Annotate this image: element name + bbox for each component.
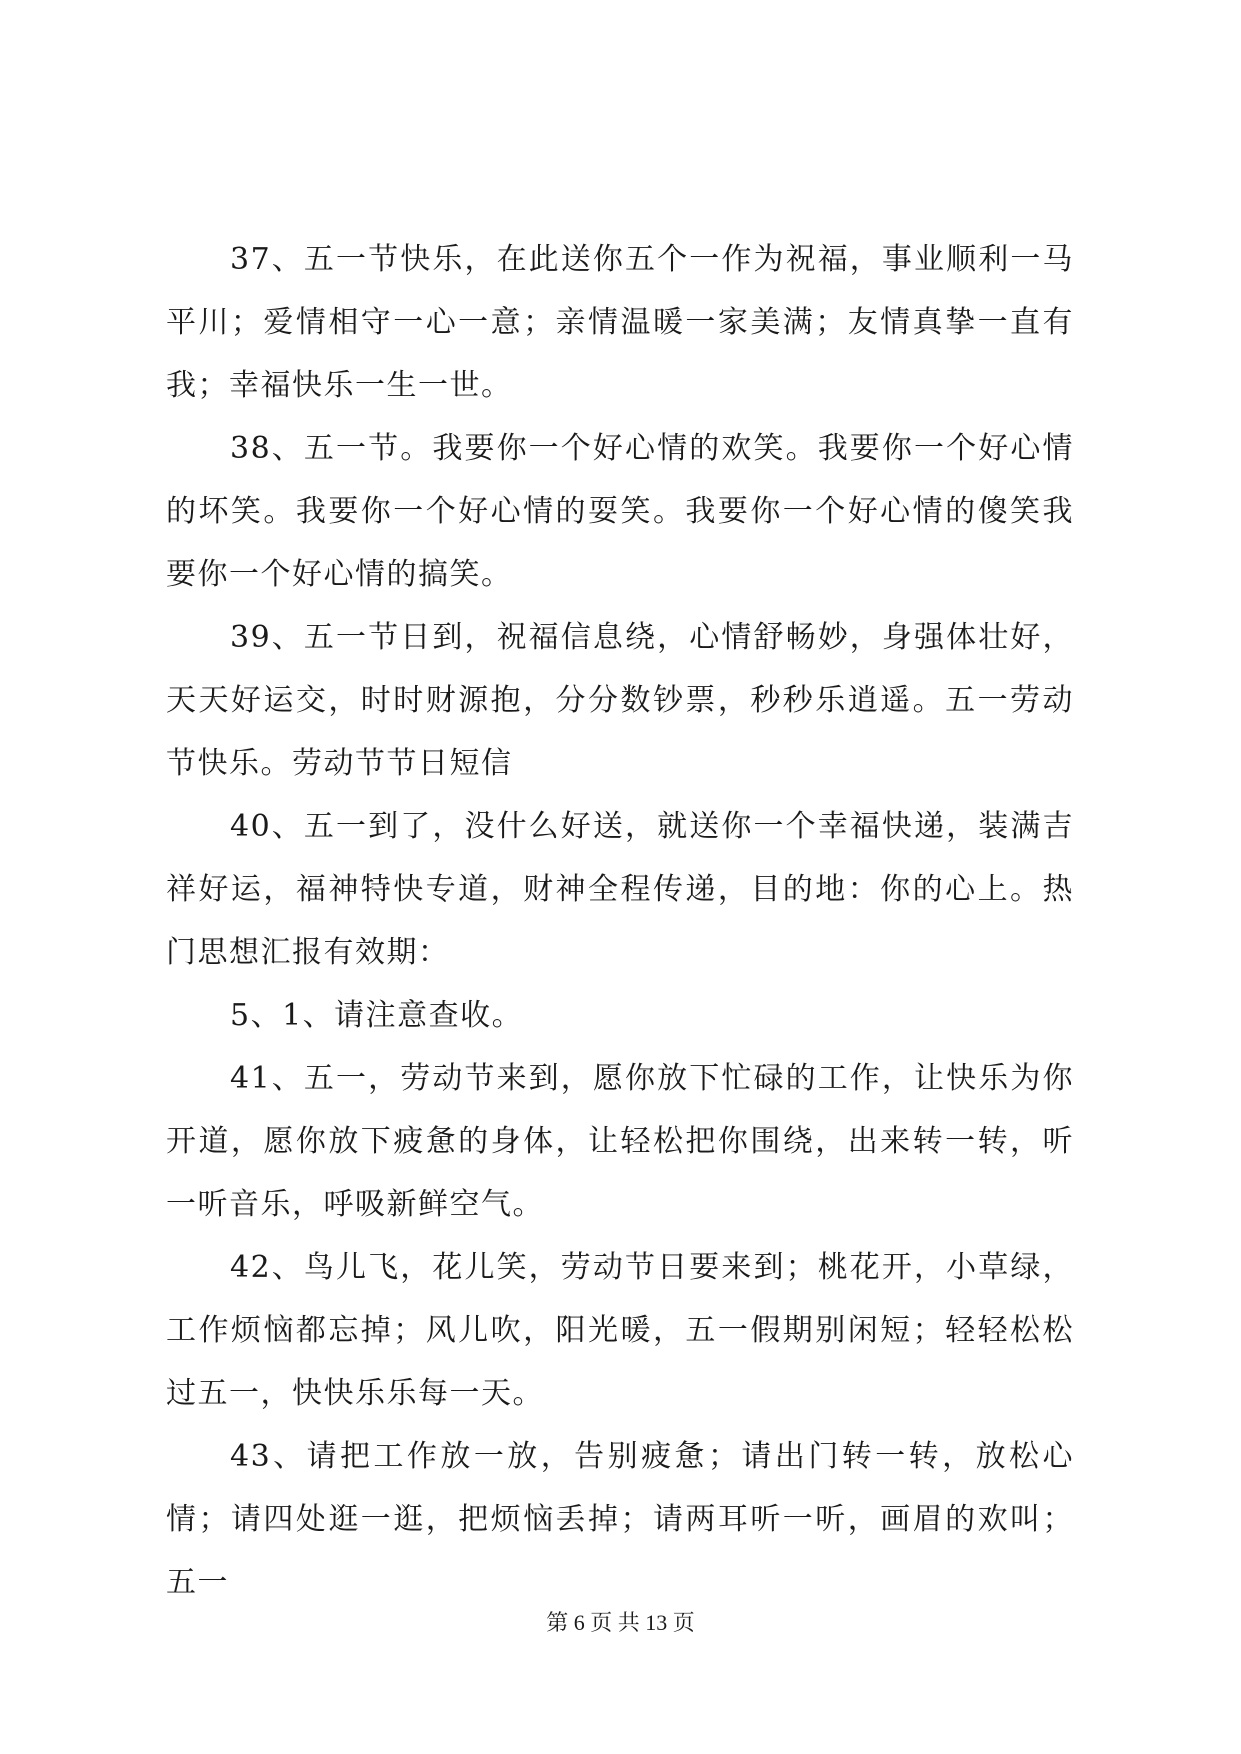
page-footer: 第 6 页 共 13 页 (546, 1610, 695, 1635)
paragraph-37: 37、五一节快乐，在此送你五个一作为祝福，事业顺利一马平川；爱情相守一心一意；亲情温暖一家美满；友情真挚一直有我；幸福快乐一生一世。 (166, 242, 1074, 403)
paragraph-5-1: 5、1、请注意查收。 (230, 998, 524, 1033)
paragraph-41: 41、五一，劳动节来到，愿你放下忙碌的工作，让快乐为你开道，愿你放下疲惫的身体，让轻松把你围绕，出来转一转，听一听音乐，呼吸新鲜空气。 (166, 1061, 1074, 1222)
paragraph-38: 38、五一节。我要你一个好心情的欢笑。我要你一个好心情的坏笑。我要你一个好心情的耍笑。我要你一个好心情的傻笑我要你一个好心情的搞笑。 (166, 431, 1074, 592)
paragraph-39: 39、五一节日到，祝福信息绕，心情舒畅妙，身强体壮好，天天好运交，时时财源抱，分分数钞票，秒秒乐逍遥。五一劳动节快乐。劳动节节日短信 (166, 620, 1074, 781)
paragraph-40: 40、五一到了，没什么好送，就送你一个幸福快递，装满吉祥好运，福神特快专道，财神全程传递，目的地：你的心上。热门思想汇报有效期： (166, 809, 1074, 970)
paragraph-42: 42、鸟儿飞，花儿笑，劳动节日要来到；桃花开，小草绿，工作烦恼都忘掉；风儿吹，阳光暖，五一假期别闲短；轻轻松松过五一，快快乐乐每一天。 (166, 1250, 1074, 1411)
paragraph-43: 43、请把工作放一放，告别疲惫；请出门转一转，放松心情；请四处逛一逛，把烦恼丢掉；请两耳听一听，画眉的欢叫；五一 (166, 1439, 1074, 1600)
document-body (166, 228, 1074, 1614)
